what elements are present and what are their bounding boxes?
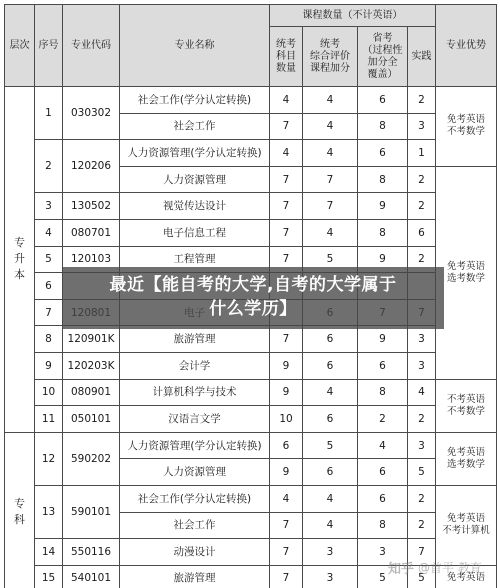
header-advantage: 专业优势 xyxy=(436,5,497,87)
count-cell-b: 6 xyxy=(303,326,358,353)
table-row xyxy=(5,326,497,353)
header-seq: 序号 xyxy=(35,5,63,87)
count-cell-c: 8 xyxy=(358,512,408,539)
seq-cell: 10 xyxy=(35,379,63,406)
count-cell-b: 7 xyxy=(303,193,358,220)
table-row xyxy=(5,140,497,167)
count-cell-b: 4 xyxy=(303,219,358,246)
code-cell: 550116 xyxy=(63,539,120,566)
major-name-cell: 工程管理 xyxy=(120,246,270,273)
count-cell-b: 4 xyxy=(303,512,358,539)
major-name-cell: 社会工作(学分认定转换) xyxy=(120,87,270,114)
table-row xyxy=(5,219,497,246)
count-cell-d: 6 xyxy=(408,219,436,246)
major-name-cell: 汉语言文学 xyxy=(120,406,270,433)
major-name-cell: 会计学 xyxy=(120,352,270,379)
count-cell-d: 2 xyxy=(408,166,436,193)
major-name-cell: 社会工作(学分认定转换) xyxy=(120,485,270,512)
count-cell-a: 7 xyxy=(270,219,303,246)
code-cell: 080701 xyxy=(63,219,120,246)
count-cell-b: 6 xyxy=(303,406,358,433)
count-cell-c: 4 xyxy=(358,432,408,459)
count-cell-c: 6 xyxy=(358,140,408,167)
count-cell-a: 4 xyxy=(270,87,303,114)
table-row xyxy=(5,87,497,114)
code-cell: 050101 xyxy=(63,406,120,433)
header-unified-bonus: 统考 综合评价 课程加分 xyxy=(303,27,358,87)
count-cell-d: 5 xyxy=(408,459,436,486)
major-name-cell: 电子信息工程 xyxy=(120,219,270,246)
count-cell-a: 7 xyxy=(270,246,303,273)
banner-line-2: 什么学历】 xyxy=(209,299,297,319)
count-cell-c: 9 xyxy=(358,246,408,273)
count-cell-c: 8 xyxy=(358,166,408,193)
count-cell-d: 4 xyxy=(408,379,436,406)
watermark-logo: 知乎 xyxy=(388,562,415,577)
table-body xyxy=(5,87,497,588)
count-cell-c: 6 xyxy=(358,459,408,486)
count-cell-d: 2 xyxy=(408,512,436,539)
major-name-cell: 旅游管理 xyxy=(120,326,270,353)
count-cell-b: 4 xyxy=(303,379,358,406)
seq-cell: 2 xyxy=(35,140,63,193)
count-cell-c: 6 xyxy=(358,87,408,114)
count-cell-c: 8 xyxy=(358,219,408,246)
header-name: 专业名称 xyxy=(120,5,270,87)
count-cell-c: 2 xyxy=(358,406,408,433)
seq-cell: 1 xyxy=(35,87,63,140)
advantage-cell: 免考英语 xyxy=(436,565,497,588)
major-name-cell: 人力资源管理(学分认定转换) xyxy=(120,140,270,167)
advantage-cell: 免考英语 不考计算机 xyxy=(436,485,497,565)
code-cell: 590202 xyxy=(63,432,120,485)
header-course-group: 课程数量（不计英语） xyxy=(270,5,436,27)
count-cell-c: 5 xyxy=(358,565,408,588)
seq-cell: 15 xyxy=(35,565,63,588)
table-row xyxy=(5,193,497,220)
count-cell-b: 5 xyxy=(303,246,358,273)
count-cell-a: 7 xyxy=(270,193,303,220)
title-banner xyxy=(62,267,444,329)
count-cell-d: 3 xyxy=(408,432,436,459)
code-cell: 120901K xyxy=(63,326,120,353)
major-name-cell: 人力资源管理 xyxy=(120,166,270,193)
count-cell-d: 2 xyxy=(408,246,436,273)
major-name-cell: 动漫设计 xyxy=(120,539,270,566)
count-cell-d: 2 xyxy=(408,406,436,433)
count-cell-a: 7 xyxy=(270,326,303,353)
count-cell-a: 10 xyxy=(270,406,303,433)
count-cell-d: 5 xyxy=(408,565,436,588)
level-cell: 专 升 本 xyxy=(5,87,35,433)
count-cell-c: 3 xyxy=(358,539,408,566)
seq-cell: 12 xyxy=(35,432,63,485)
count-cell-c: 9 xyxy=(358,326,408,353)
count-cell-a: 6 xyxy=(270,432,303,459)
count-cell-a: 7 xyxy=(270,512,303,539)
header-code: 专业代码 xyxy=(63,5,120,87)
seq-cell: 7 xyxy=(35,299,63,326)
code-cell: 120103 xyxy=(63,246,120,273)
table-row xyxy=(5,352,497,379)
count-cell-c: 6 xyxy=(358,485,408,512)
count-cell-a: 9 xyxy=(270,379,303,406)
header-level: 层次 xyxy=(5,5,35,87)
count-cell-a: 9 xyxy=(270,459,303,486)
count-cell-b: 4 xyxy=(303,87,358,114)
count-cell-a: 4 xyxy=(270,140,303,167)
table-row xyxy=(5,406,497,433)
count-cell-d: 2 xyxy=(408,193,436,220)
major-name-cell: 计算机科学与技术 xyxy=(120,379,270,406)
table-row xyxy=(5,432,497,459)
count-cell-a: 7 xyxy=(270,565,303,588)
advantage-cell: 免考英语 选考数学 xyxy=(436,166,497,379)
seq-cell: 14 xyxy=(35,539,63,566)
watermark xyxy=(388,558,482,577)
count-cell-b: 6 xyxy=(303,459,358,486)
header-practice: 实践 xyxy=(408,27,436,87)
seq-cell: 11 xyxy=(35,406,63,433)
code-cell: 590101 xyxy=(63,485,120,538)
advantage-cell: 不考英语 不考数学 xyxy=(436,379,497,432)
code-cell: 130502 xyxy=(63,193,120,220)
major-name-cell: 旅游管理 xyxy=(120,565,270,588)
code-cell: 540101 xyxy=(63,565,120,588)
count-cell-b: 3 xyxy=(303,539,358,566)
header-provincial: 省考 （过程性 加分全 覆盖） xyxy=(358,27,408,87)
header-unified-count: 统考 科目 数量 xyxy=(270,27,303,87)
count-cell-d: 3 xyxy=(408,326,436,353)
count-cell-d: 7 xyxy=(408,539,436,566)
count-cell-b: 3 xyxy=(303,565,358,588)
count-cell-b: 6 xyxy=(303,352,358,379)
seq-cell: 3 xyxy=(35,193,63,220)
table-row xyxy=(5,379,497,406)
code-cell: 120203K xyxy=(63,352,120,379)
count-cell-b: 4 xyxy=(303,113,358,140)
count-cell-d: 3 xyxy=(408,113,436,140)
code-cell: 120206 xyxy=(63,140,120,193)
major-name-cell: 人力资源管理(学分认定转换) xyxy=(120,432,270,459)
code-cell: 030302 xyxy=(63,87,120,140)
page xyxy=(4,4,496,584)
count-cell-a: 9 xyxy=(270,352,303,379)
count-cell-c: 8 xyxy=(358,113,408,140)
count-cell-d: 3 xyxy=(408,352,436,379)
seq-cell: 8 xyxy=(35,326,63,353)
advantage-cell: 免考英语 不考数学 xyxy=(436,87,497,167)
count-cell-c: 9 xyxy=(358,193,408,220)
count-cell-b: 4 xyxy=(303,485,358,512)
level-cell: 专 科 xyxy=(5,432,35,588)
seq-cell: 9 xyxy=(35,352,63,379)
table-row xyxy=(5,485,497,512)
seq-cell: 6 xyxy=(35,273,63,300)
count-cell-b: 4 xyxy=(303,140,358,167)
count-cell-d: 2 xyxy=(408,485,436,512)
count-cell-d: 2 xyxy=(408,87,436,114)
count-cell-a: 7 xyxy=(270,113,303,140)
count-cell-b: 7 xyxy=(303,166,358,193)
count-cell-a: 7 xyxy=(270,539,303,566)
count-cell-b: 5 xyxy=(303,432,358,459)
major-name-cell: 人力资源管理 xyxy=(120,459,270,486)
major-name-cell: 社会工作 xyxy=(120,512,270,539)
seq-cell: 13 xyxy=(35,485,63,538)
seq-cell: 4 xyxy=(35,219,63,246)
banner-line-1: 最近【能自考的大学,自考的大学属于 xyxy=(109,275,397,295)
code-cell: 080901 xyxy=(63,379,120,406)
count-cell-d: 1 xyxy=(408,140,436,167)
count-cell-a: 4 xyxy=(270,485,303,512)
count-cell-a: 7 xyxy=(270,166,303,193)
major-name-cell: 社会工作 xyxy=(120,113,270,140)
major-name-cell: 视觉传达设计 xyxy=(120,193,270,220)
count-cell-c: 6 xyxy=(358,352,408,379)
advantage-cell: 免考英语 选考数学 xyxy=(436,432,497,485)
count-cell-c: 8 xyxy=(358,379,408,406)
watermark-text: @首平 教育 xyxy=(418,561,482,575)
seq-cell: 5 xyxy=(35,246,63,273)
